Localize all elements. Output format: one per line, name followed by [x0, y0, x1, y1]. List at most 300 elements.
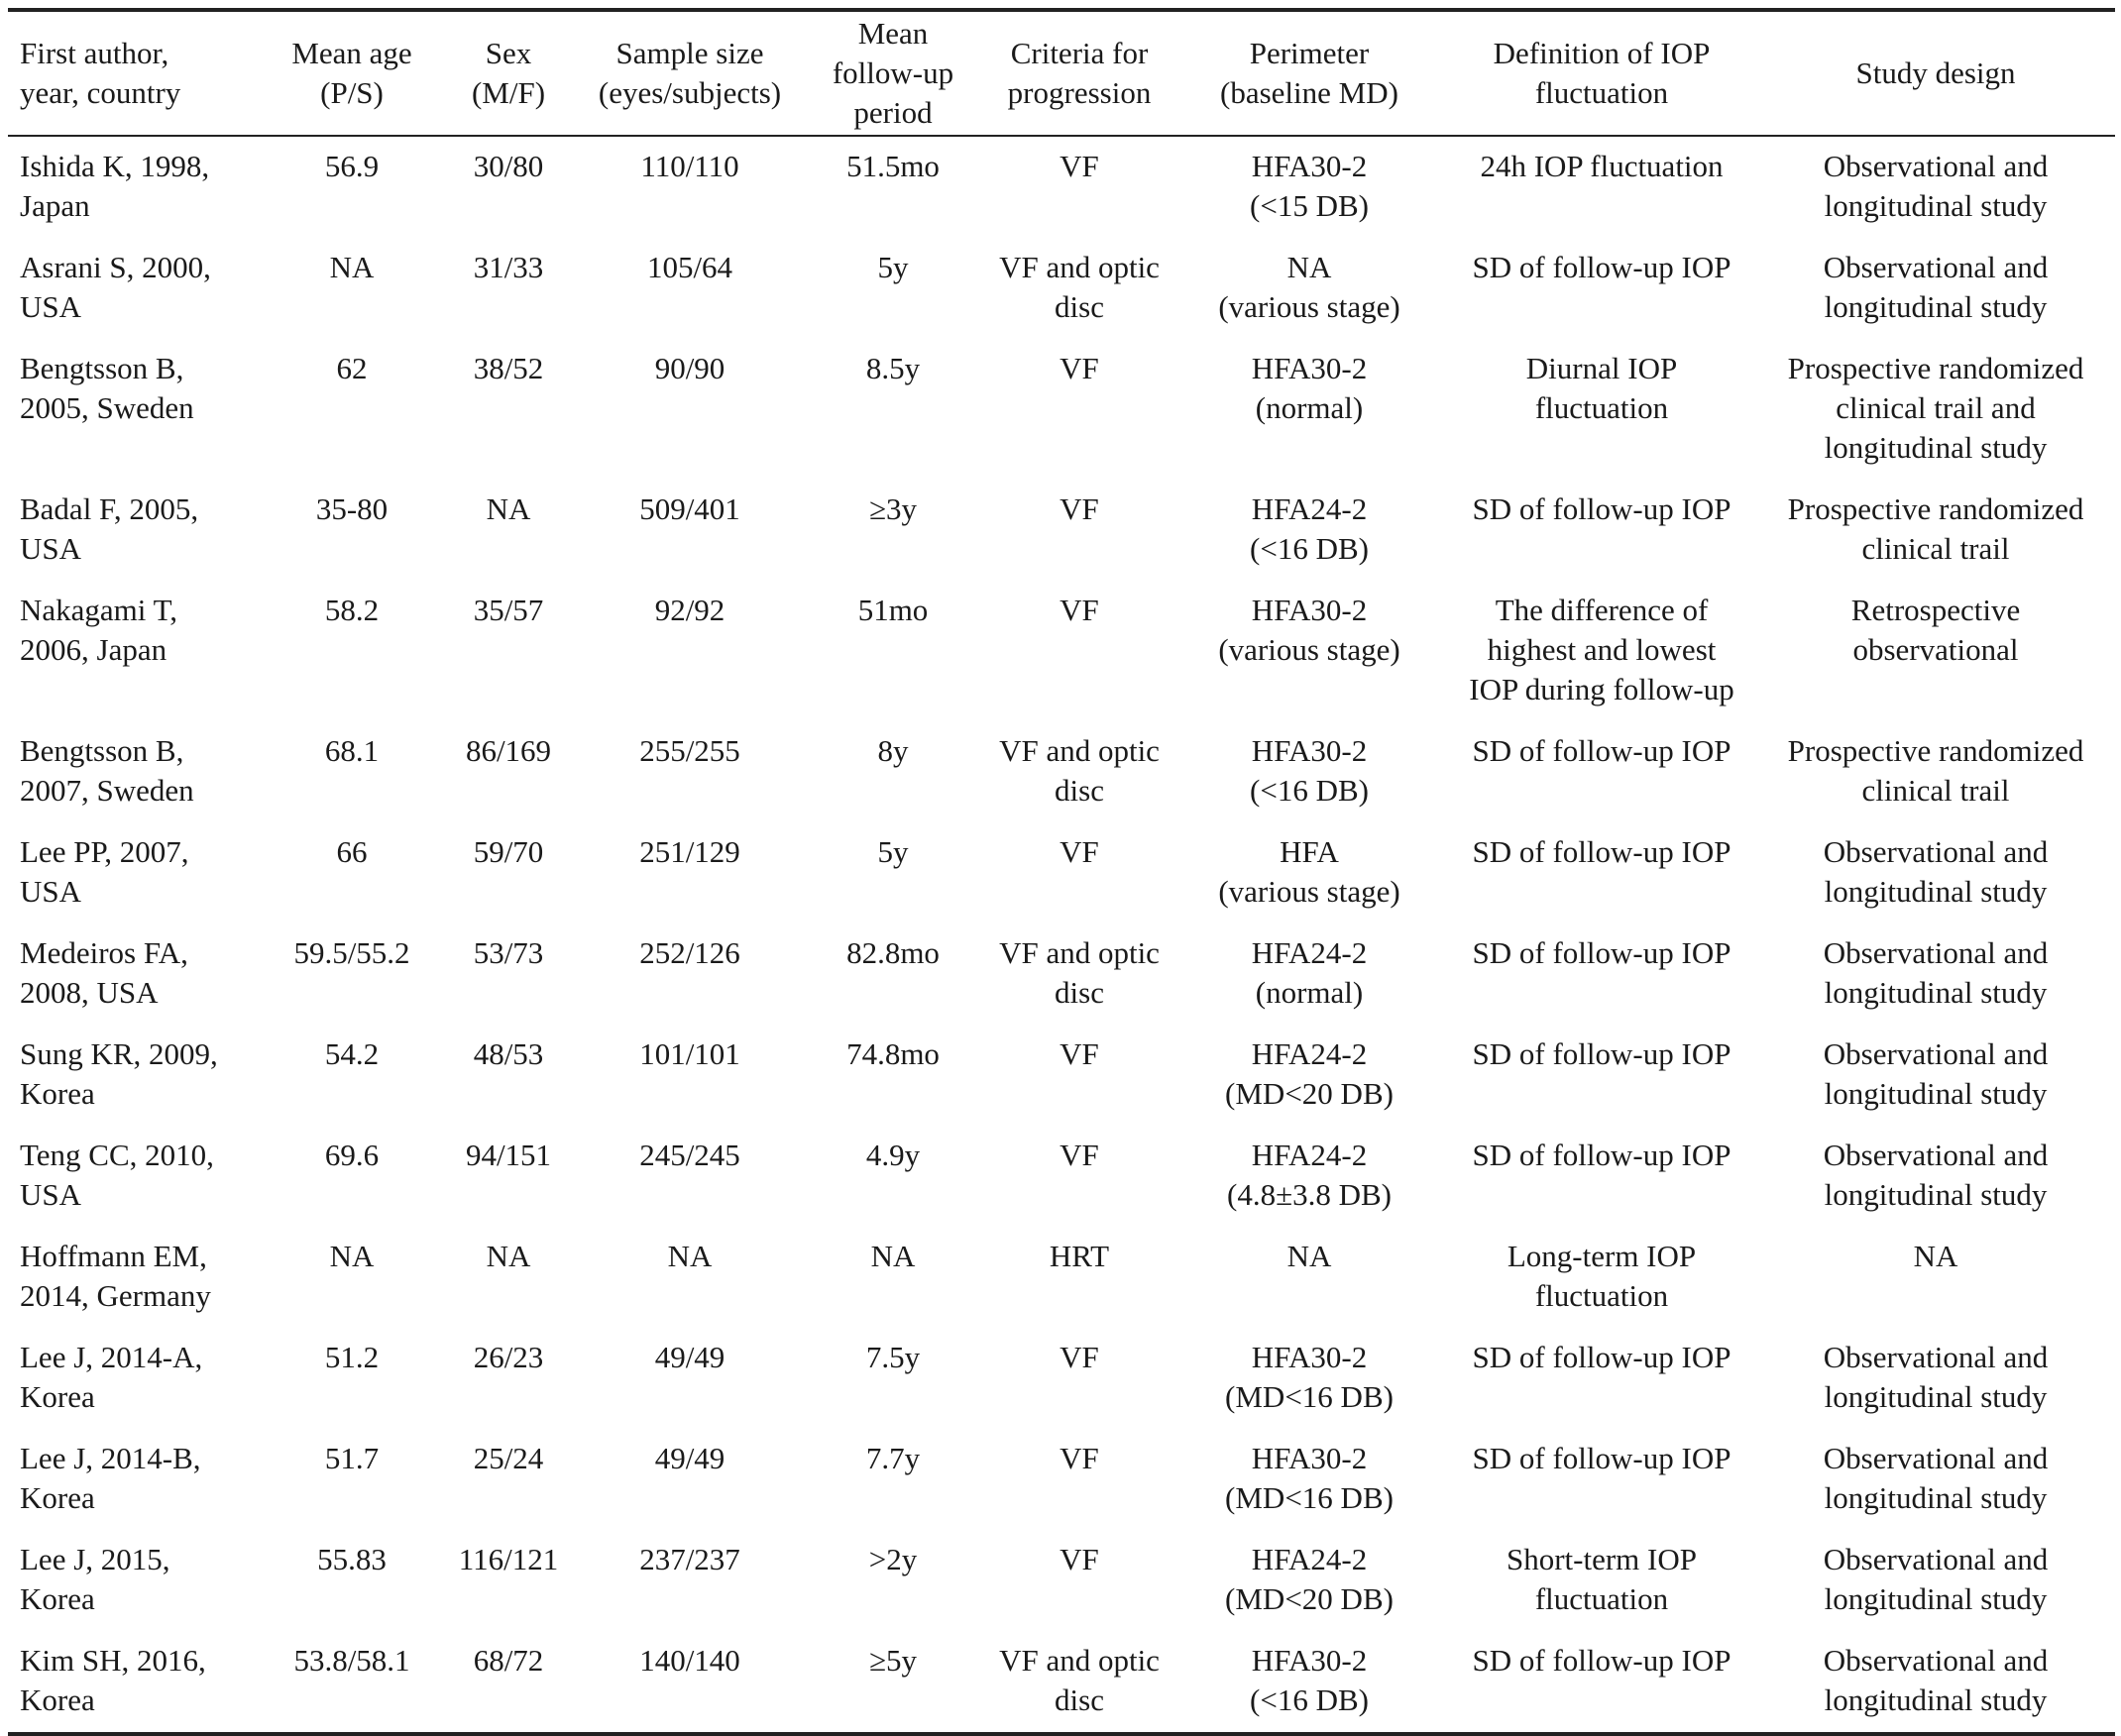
cell-text-line: HRT [1049, 1239, 1110, 1273]
cell-text-line: NA [329, 250, 375, 284]
cell-text-line: 86/169 [465, 733, 552, 768]
cell-text-line: (<16 DB) [1250, 1682, 1369, 1717]
cell-author-country [8, 339, 268, 480]
cell-text-line: 237/237 [639, 1542, 740, 1576]
cell-text-line: 49/49 [654, 1340, 726, 1374]
cell-author-country [8, 1530, 268, 1631]
cell-text-line: Korea [20, 1379, 95, 1414]
cell-text-line: 5y [877, 250, 909, 284]
cell-text-line: disc [1055, 773, 1104, 808]
cell-text-line: 25/24 [473, 1441, 544, 1475]
cell-text-line: 48/53 [473, 1036, 544, 1071]
column-header-follow-up-period [799, 10, 987, 136]
cell-text-line: (various stage) [1218, 289, 1400, 324]
cell-sample-size [581, 480, 799, 581]
cell-text-line: Teng CC, 2010, [20, 1138, 214, 1172]
cell-text-line: SD of follow-up IOP [1472, 1036, 1731, 1071]
cell-iop-fluctuation-definition [1447, 1530, 1756, 1631]
cell-perimeter [1172, 1227, 1447, 1328]
cell-text-line: (MD<20 DB) [1225, 1076, 1394, 1111]
cell-text-line: 49/49 [654, 1441, 726, 1475]
cell-text-line: HFA30-2 [1251, 1340, 1368, 1374]
cell-text-line: VF [1060, 1340, 1099, 1374]
cell-text-line: Observational and [1823, 250, 2049, 284]
cell-text-line: IOP during follow-up [1469, 672, 1734, 706]
cell-follow-up-period [799, 721, 987, 822]
cell-perimeter [1172, 581, 1447, 721]
cell-text-line: 68/72 [473, 1643, 544, 1678]
cell-text-line: 509/401 [639, 491, 740, 526]
cell-text-line: Japan [20, 188, 90, 223]
cell-text-line: Observational and [1823, 1643, 2049, 1678]
table-row [8, 238, 2115, 339]
cell-text-line: 31/33 [473, 250, 544, 284]
cell-text-line: VF [1060, 351, 1099, 385]
cell-follow-up-period [799, 339, 987, 480]
cell-text-line: USA [20, 531, 82, 566]
cell-text-line: Korea [20, 1682, 95, 1717]
cell-text-line: 62 [336, 351, 368, 385]
cell-follow-up-period [799, 1631, 987, 1734]
cell-text-line: VF [1060, 1036, 1099, 1071]
cell-author-country [8, 1126, 268, 1227]
cell-progression-criteria [987, 238, 1172, 339]
cell-text-line: longitudinal study [1824, 874, 2048, 909]
cell-text-line: Lee J, 2014-A, [20, 1340, 203, 1374]
cell-perimeter [1172, 923, 1447, 1025]
cell-study-design [1756, 1227, 2115, 1328]
cell-text-line: longitudinal study [1824, 1076, 2048, 1111]
cell-perimeter [1172, 136, 1447, 238]
cell-sample-size [581, 136, 799, 238]
cell-text-line: SD of follow-up IOP [1472, 250, 1731, 284]
header-text-line: Sex [485, 36, 532, 70]
cell-author-country [8, 1631, 268, 1734]
cell-text-line: SD of follow-up IOP [1472, 1138, 1731, 1172]
cell-author-country [8, 1227, 268, 1328]
cell-study-design [1756, 1631, 2115, 1734]
cell-iop-fluctuation-definition [1447, 822, 1756, 923]
cell-text-line: Asrani S, 2000, [20, 250, 211, 284]
header-text-line: (eyes/subjects) [598, 75, 782, 110]
cell-text-line: SD of follow-up IOP [1472, 1340, 1731, 1374]
cell-perimeter [1172, 1126, 1447, 1227]
cell-text-line: SD of follow-up IOP [1472, 733, 1731, 768]
cell-iop-fluctuation-definition [1447, 581, 1756, 721]
cell-sample-size [581, 1025, 799, 1126]
cell-text-line: NA [1286, 250, 1332, 284]
header-text-line: progression [1007, 75, 1152, 110]
cell-text-line: 53/73 [473, 935, 544, 970]
header-text-line: Criteria for [1010, 36, 1149, 70]
cell-text-line: HFA30-2 [1251, 149, 1368, 183]
cell-text-line: 51.7 [324, 1441, 380, 1475]
cell-text-line: 26/23 [473, 1340, 544, 1374]
cell-text-line: Observational and [1823, 1340, 2049, 1374]
cell-text-line: observational [1852, 632, 2019, 667]
cell-text-line: fluctuation [1534, 1581, 1669, 1616]
cell-text-line: 101/101 [639, 1036, 740, 1071]
cell-text-line: (4.8±3.8 DB) [1227, 1177, 1392, 1212]
cell-perimeter [1172, 1530, 1447, 1631]
cell-iop-fluctuation-definition [1447, 1227, 1756, 1328]
cell-progression-criteria [987, 1530, 1172, 1631]
table-row [8, 1227, 2115, 1328]
cell-progression-criteria [987, 1328, 1172, 1429]
cell-text-line: Korea [20, 1076, 95, 1111]
column-header-mean-age [268, 10, 436, 136]
cell-text-line: VF and optic [999, 1643, 1160, 1678]
cell-follow-up-period [799, 1328, 987, 1429]
header-text-line: (M/F) [471, 75, 546, 110]
cell-text-line: 110/110 [640, 149, 739, 183]
cell-study-design [1756, 1025, 2115, 1126]
cell-progression-criteria [987, 721, 1172, 822]
cell-text-line: (<15 DB) [1250, 188, 1369, 223]
cell-study-design [1756, 238, 2115, 339]
cell-text-line: Prospective randomized [1787, 733, 2084, 768]
table-row [8, 1328, 2115, 1429]
cell-text-line: 252/126 [639, 935, 740, 970]
cell-text-line: 245/245 [639, 1138, 740, 1172]
cell-follow-up-period [799, 238, 987, 339]
cell-text-line: highest and lowest [1487, 632, 1717, 667]
cell-text-line: 2006, Japan [20, 632, 167, 667]
cell-follow-up-period [799, 822, 987, 923]
cell-text-line: Korea [20, 1581, 95, 1616]
cell-text-line: clinical trail [1861, 773, 2010, 808]
cell-text-line: NA [870, 1239, 916, 1273]
cell-mean-age [268, 1227, 436, 1328]
cell-study-design [1756, 339, 2115, 480]
cell-text-line: >2y [868, 1542, 918, 1576]
cell-text-line: longitudinal study [1824, 1581, 2048, 1616]
cell-text-line: Prospective randomized [1787, 491, 2084, 526]
cell-text-line: The difference of [1495, 593, 1709, 627]
cell-perimeter [1172, 238, 1447, 339]
cell-text-line: 59/70 [473, 834, 544, 869]
cell-text-line: VF [1060, 1138, 1099, 1172]
cell-study-design [1756, 1429, 2115, 1530]
cell-text-line: HFA30-2 [1251, 1441, 1368, 1475]
cell-author-country [8, 136, 268, 238]
cell-text-line: longitudinal study [1824, 188, 2048, 223]
cell-text-line: 38/52 [473, 351, 544, 385]
cell-author-country [8, 480, 268, 581]
cell-text-line: 51mo [857, 593, 929, 627]
table-row [8, 1530, 2115, 1631]
table-row [8, 339, 2115, 480]
cell-text-line: (MD<20 DB) [1225, 1581, 1394, 1616]
table-row [8, 581, 2115, 721]
cell-text-line: Lee J, 2014-B, [20, 1441, 201, 1475]
cell-text-line: Short-term IOP [1506, 1542, 1697, 1576]
cell-progression-criteria [987, 136, 1172, 238]
cell-sex [436, 136, 581, 238]
header-text-line: Study design [1855, 55, 2016, 90]
cell-text-line: clinical trail and [1836, 390, 2036, 425]
cell-text-line: ≥5y [868, 1643, 917, 1678]
cell-text-line: Korea [20, 1480, 95, 1515]
cell-study-design [1756, 480, 2115, 581]
table-row [8, 136, 2115, 238]
cell-study-design [1756, 822, 2115, 923]
cell-text-line: longitudinal study [1824, 1177, 2048, 1212]
cell-text-line: Sung KR, 2009, [20, 1036, 218, 1071]
cell-text-line: disc [1055, 289, 1104, 324]
cell-text-line: VF [1060, 1542, 1099, 1576]
cell-sample-size [581, 721, 799, 822]
cell-text-line: 4.9y [865, 1138, 921, 1172]
cell-text-line: (various stage) [1218, 874, 1400, 909]
cell-text-line: NA [486, 1239, 531, 1273]
cell-iop-fluctuation-definition [1447, 339, 1756, 480]
cell-text-line: 53.8/58.1 [293, 1643, 410, 1678]
header-text-line: Sample size [615, 36, 764, 70]
cell-text-line: 2014, Germany [20, 1278, 211, 1313]
cell-perimeter [1172, 1429, 1447, 1530]
cell-text-line: 90/90 [654, 351, 726, 385]
cell-author-country [8, 581, 268, 721]
cell-text-line: 7.7y [865, 1441, 921, 1475]
cell-text-line: 5y [877, 834, 909, 869]
cell-text-line: (normal) [1255, 390, 1364, 425]
cell-iop-fluctuation-definition [1447, 480, 1756, 581]
table-header-row [8, 10, 2115, 136]
cell-text-line: Kim SH, 2016, [20, 1643, 206, 1678]
cell-text-line: Long-term IOP [1507, 1239, 1697, 1273]
cell-text-line: (MD<16 DB) [1225, 1480, 1394, 1515]
cell-text-line: Nakagami T, [20, 593, 177, 627]
cell-text-line: longitudinal study [1824, 1379, 2048, 1414]
cell-study-design [1756, 1328, 2115, 1429]
cell-progression-criteria [987, 480, 1172, 581]
cell-progression-criteria [987, 923, 1172, 1025]
column-header-iop-fluctuation-definition [1447, 10, 1756, 136]
cell-follow-up-period [799, 1025, 987, 1126]
cell-text-line: Observational and [1823, 1542, 2049, 1576]
cell-text-line: 2008, USA [20, 975, 159, 1010]
cell-text-line: Lee J, 2015, [20, 1542, 170, 1576]
cell-text-line: SD of follow-up IOP [1472, 1441, 1731, 1475]
cell-sample-size [581, 339, 799, 480]
cell-follow-up-period [799, 1530, 987, 1631]
cell-text-line: 7.5y [865, 1340, 921, 1374]
cell-sample-size [581, 822, 799, 923]
cell-text-line: longitudinal study [1824, 430, 2048, 465]
cell-text-line: SD of follow-up IOP [1472, 491, 1731, 526]
cell-author-country [8, 822, 268, 923]
cell-text-line: 105/64 [646, 250, 733, 284]
header-text-line: Mean [857, 16, 929, 51]
cell-progression-criteria [987, 1631, 1172, 1734]
column-header-author-country [8, 10, 268, 136]
cell-text-line: Observational and [1823, 1441, 2049, 1475]
cell-text-line: Observational and [1823, 935, 2049, 970]
table-row [8, 1126, 2115, 1227]
cell-sex [436, 1025, 581, 1126]
cell-study-design [1756, 721, 2115, 822]
table-row [8, 923, 2115, 1025]
cell-text-line: 82.8mo [846, 935, 940, 970]
cell-text-line: VF [1060, 1441, 1099, 1475]
header-text-line: (baseline MD) [1220, 75, 1398, 110]
cell-progression-criteria [987, 1227, 1172, 1328]
cell-mean-age [268, 1328, 436, 1429]
cell-text-line: HFA24-2 [1251, 491, 1368, 526]
cell-text-line: 2005, Sweden [20, 390, 194, 425]
cell-text-line: 116/121 [458, 1542, 559, 1576]
cell-text-line: 35/57 [473, 593, 544, 627]
cell-perimeter [1172, 822, 1447, 923]
cell-follow-up-period [799, 1126, 987, 1227]
cell-text-line: Bengtsson B, [20, 733, 184, 768]
cell-text-line: VF [1060, 491, 1099, 526]
cell-study-design [1756, 581, 2115, 721]
cell-author-country [8, 1025, 268, 1126]
cell-perimeter [1172, 339, 1447, 480]
cell-mean-age [268, 1025, 436, 1126]
cell-perimeter [1172, 480, 1447, 581]
cell-mean-age [268, 238, 436, 339]
cell-iop-fluctuation-definition [1447, 1025, 1756, 1126]
cell-sample-size [581, 1227, 799, 1328]
cell-text-line: 92/92 [654, 593, 726, 627]
cell-text-line: HFA24-2 [1251, 1138, 1368, 1172]
cell-text-line: (<16 DB) [1250, 531, 1369, 566]
cell-sample-size [581, 1631, 799, 1734]
header-text-line: Perimeter [1249, 36, 1370, 70]
cell-author-country [8, 1328, 268, 1429]
cell-perimeter [1172, 1328, 1447, 1429]
cell-iop-fluctuation-definition [1447, 721, 1756, 822]
cell-text-line: VF and optic [999, 733, 1160, 768]
cell-text-line: Observational and [1823, 1138, 2049, 1172]
cell-text-line: VF and optic [999, 250, 1160, 284]
cell-mean-age [268, 1631, 436, 1734]
cell-iop-fluctuation-definition [1447, 238, 1756, 339]
cell-mean-age [268, 136, 436, 238]
cell-iop-fluctuation-definition [1447, 136, 1756, 238]
study-table-container [8, 8, 2115, 1736]
column-header-sex [436, 10, 581, 136]
cell-text-line: 54.2 [324, 1036, 380, 1071]
cell-text-line: HFA30-2 [1251, 593, 1368, 627]
cell-mean-age [268, 721, 436, 822]
cell-text-line: 94/151 [465, 1138, 552, 1172]
cell-text-line: 8y [877, 733, 909, 768]
cell-text-line: 55.83 [317, 1542, 387, 1576]
cell-sample-size [581, 923, 799, 1025]
cell-text-line: HFA30-2 [1251, 733, 1368, 768]
cell-sample-size [581, 1530, 799, 1631]
header-text-line: follow-up [832, 55, 954, 90]
cell-text-line: Bengtsson B, [20, 351, 184, 385]
table-row [8, 1429, 2115, 1530]
cell-text-line: SD of follow-up IOP [1472, 834, 1731, 869]
cell-study-design [1756, 136, 2115, 238]
cell-progression-criteria [987, 581, 1172, 721]
cell-text-line: 66 [336, 834, 368, 869]
cell-sex [436, 581, 581, 721]
column-header-sample-size [581, 10, 799, 136]
cell-text-line: 56.9 [324, 149, 380, 183]
cell-author-country [8, 1429, 268, 1530]
cell-mean-age [268, 923, 436, 1025]
cell-sex [436, 480, 581, 581]
cell-text-line: NA [1913, 1239, 1958, 1273]
cell-sex [436, 339, 581, 480]
cell-text-line: Retrospective [1850, 593, 2021, 627]
cell-progression-criteria [987, 1126, 1172, 1227]
cell-text-line: VF [1060, 834, 1099, 869]
cell-sex [436, 1227, 581, 1328]
header-text-line: Definition of IOP [1493, 36, 1711, 70]
cell-text-line: NA [667, 1239, 713, 1273]
cell-text-line: HFA [1280, 834, 1339, 869]
cell-text-line: USA [20, 874, 82, 909]
header-text-line: Mean age [291, 36, 412, 70]
cell-text-line: (normal) [1255, 975, 1364, 1010]
cell-text-line: (MD<16 DB) [1225, 1379, 1394, 1414]
cell-sample-size [581, 1126, 799, 1227]
cell-iop-fluctuation-definition [1447, 1631, 1756, 1734]
cell-text-line: SD of follow-up IOP [1472, 1643, 1731, 1678]
cell-sample-size [581, 1429, 799, 1530]
cell-iop-fluctuation-definition [1447, 1429, 1756, 1530]
cell-text-line: HFA24-2 [1251, 935, 1368, 970]
cell-text-line: Prospective randomized [1787, 351, 2084, 385]
header-text-line: (P/S) [320, 75, 384, 110]
cell-sex [436, 1126, 581, 1227]
cell-author-country [8, 238, 268, 339]
table-row [8, 1631, 2115, 1734]
cell-text-line: clinical trail [1861, 531, 2010, 566]
table-row [8, 1025, 2115, 1126]
cell-study-design [1756, 1126, 2115, 1227]
cell-text-line: Lee PP, 2007, [20, 834, 189, 869]
cell-progression-criteria [987, 339, 1172, 480]
cell-text-line: 51.2 [324, 1340, 380, 1374]
cell-sex [436, 923, 581, 1025]
table-row [8, 721, 2115, 822]
cell-sex [436, 1530, 581, 1631]
cell-follow-up-period [799, 923, 987, 1025]
cell-text-line: ≥3y [868, 491, 917, 526]
cell-text-line: NA [1286, 1239, 1332, 1273]
cell-text-line: 58.2 [324, 593, 380, 627]
cell-text-line: USA [20, 289, 82, 324]
cell-text-line: 74.8mo [846, 1036, 940, 1071]
cell-text-line: Ishida K, 1998, [20, 149, 210, 183]
cell-mean-age [268, 1126, 436, 1227]
cell-text-line: 255/255 [639, 733, 740, 768]
cell-text-line: 59.5/55.2 [293, 935, 410, 970]
cell-text-line: Observational and [1823, 149, 2049, 183]
cell-text-line: fluctuation [1534, 390, 1669, 425]
header-text-line: year, country [20, 75, 181, 110]
cell-follow-up-period [799, 136, 987, 238]
cell-sex [436, 238, 581, 339]
cell-perimeter [1172, 721, 1447, 822]
cell-perimeter [1172, 1025, 1447, 1126]
cell-text-line: Diurnal IOP [1525, 351, 1678, 385]
cell-text-line: SD of follow-up IOP [1472, 935, 1731, 970]
cell-mean-age [268, 480, 436, 581]
cell-text-line: HFA24-2 [1251, 1036, 1368, 1071]
header-text-line: period [853, 95, 933, 130]
cell-text-line: VF [1060, 593, 1099, 627]
